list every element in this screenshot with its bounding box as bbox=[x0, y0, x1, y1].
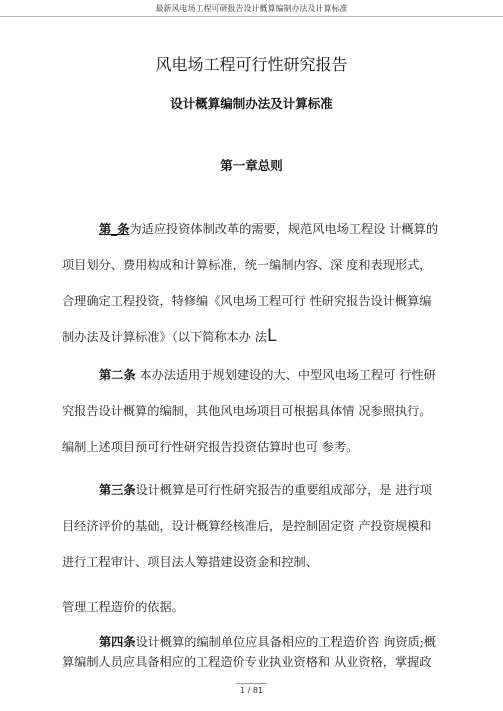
article-4-line-1 bbox=[99, 634, 499, 650]
article-3-line-4: 管理工程造价的依据。 bbox=[62, 600, 184, 614]
article-1-line-2: 项目划分、费用构成和计算标准，统一编制内容、深 度和表现形式， bbox=[62, 258, 432, 272]
article-3-line-1 bbox=[99, 482, 499, 498]
article-3-line-3: 进行工程审计、项目法人筹措建设资金和控制、 bbox=[62, 555, 318, 569]
article-4-line-2: 算编制人员应具备相应的工程造价专业执业资格和 从业资格，掌握政 bbox=[62, 655, 432, 669]
article-2-line-3: 编制上述项目预可行性研究报告投资估算时也可 参考。 bbox=[62, 440, 359, 454]
article-2-line-1 bbox=[99, 367, 499, 383]
footer-divider bbox=[236, 683, 267, 684]
chapter-title: 第一章总则 bbox=[220, 158, 283, 173]
article-3-text-1: 设计概算是可行性研究报告的重要组成部分，是 进行项 bbox=[135, 483, 432, 497]
document-title: 风电场工程可行性研究报告 bbox=[155, 55, 348, 74]
article-1-line-4-end: L bbox=[266, 326, 277, 346]
article-2-label: 第二条 bbox=[99, 368, 136, 382]
article-1-line-1 bbox=[99, 221, 499, 237]
article-1-text-4: 制办法及计算标准》（以下简称本办 法 bbox=[62, 330, 267, 344]
document-subtitle: 设计概算编制办法及计算标准 bbox=[170, 96, 333, 111]
article-1-line-3: 合理确定工程投资，特修编《风电场工程可行 性研究报告设计概算编 bbox=[62, 294, 432, 308]
article-1-text-1: 为适应投资体制改革的需要，规范风电场工程设 计概算的 bbox=[129, 222, 439, 236]
header-divider bbox=[0, 16, 503, 17]
article-1-label: 第_条 bbox=[99, 222, 130, 236]
running-header: 最新风电场工程可研报告设计概算编制办法及计算标准 bbox=[155, 4, 348, 13]
article-3-line-2: 目经济评价的基础，设计概算经核准后，是控制固定资 产投资规模和 bbox=[62, 519, 432, 533]
article-2-text-1: 本办法适用于规划建设的大、中型风电场工程可 行性研 bbox=[135, 368, 436, 382]
article-4-text-1: 设计概算的编制单位应具备相应的工程造价咨 询资质;概 bbox=[135, 635, 437, 649]
page-number: 1 / 81 bbox=[239, 686, 264, 695]
article-3-label: 第三条 bbox=[99, 483, 136, 497]
article-1-line-4 bbox=[62, 326, 462, 346]
article-4-label: 第四条 bbox=[99, 635, 136, 649]
article-2-line-2: 究报告设计概算的编制，其他风电场项目可根据具体情 况参照执行。 bbox=[62, 404, 432, 418]
